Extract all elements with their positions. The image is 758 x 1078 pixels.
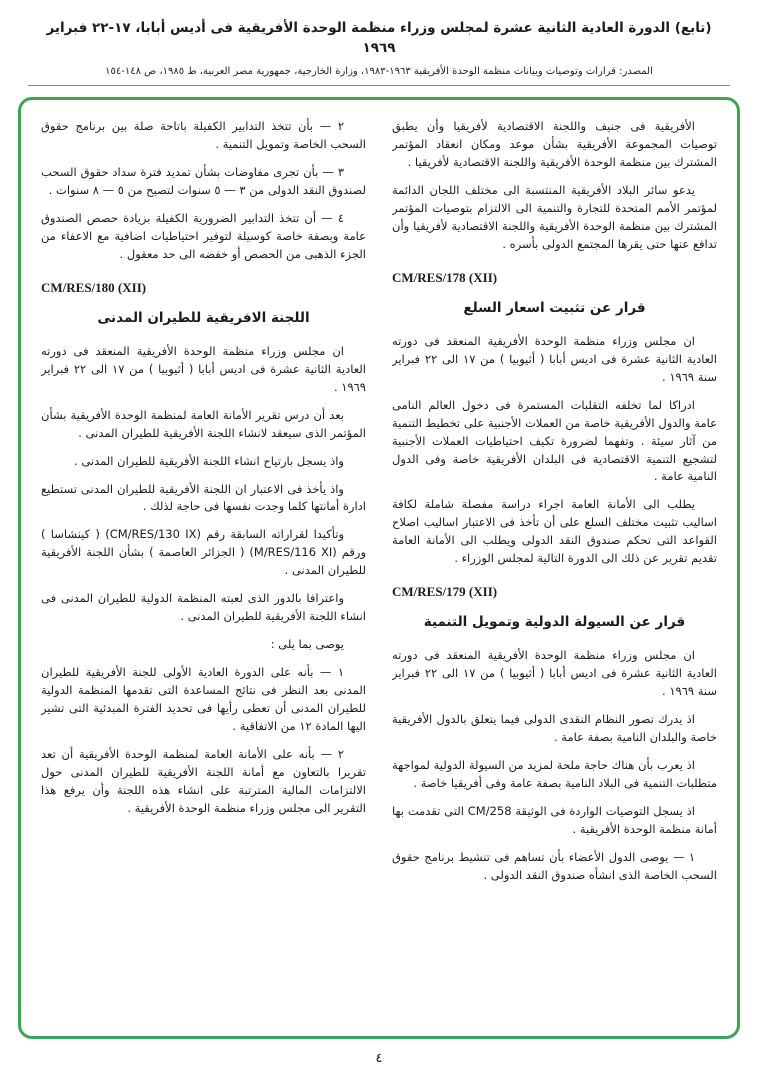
paragraph: واذ يأخذ فى الاعتبار ان اللجنة الأفريقية للطيران المدنى تستطيع ادارة أمانتها كلما وجدت نفسها فى حاجة لذلك . (41, 481, 366, 514)
paragraph: اذ يعرب بأن هناك حاجة ملحة لمزيد من السيولة الدولية لمواجهة متطلبات التنمية فى البلاد النامية بصفة عامة وفى أفريقيا خاصة . (392, 758, 717, 791)
resolution-title: قرار عن السيولة الدولية وتمويل التنمية (423, 614, 686, 631)
paragraph: ٢ — بأنه على الأمانة العامة لمنظمة الوحدة الأفريقية أن تعد تقريرا بالتعاون مع أمانة اللجنة الأفريقية للطيران المدنى حول الالتزامات المالية المترتبة على انشاء هذه اللجنة وأن يرفع هذا التقرير الى مجلس وزراء منظمة الوحدة الأفريقية . (41, 746, 366, 815)
paragraph: وتأكيدا لقراراته السابقة رقم (CM/RES/130 IX) ( كينشاسا ) ورقم (M/RES/116 XI) ( الجزائر العاصمة ) بشأن اللجنة الأفريقية للطيران المدنى . (41, 527, 366, 578)
paragraph: ٤ — أن تتخذ التدابير الضرورية الكفيلة بزيادة حصص الصندوق عامة وبصفة خاصة كوسيلة لتوفير احتياطيات اضافية مع الاعفاء من الجزء الذهبى من الحصص أو خفضه الى حد معقول . (41, 210, 366, 261)
paragraph: ان مجلس وزراء منظمة الوحدة الأفريقية المنعقد فى دورته العادية الثانية عشرة فى اديس أبابا ( أثيوبيا ) من ١٧ الى ٢٢ فبراير سنة ١٩٦٩ . (392, 333, 717, 384)
paragraph: ادراكا لما تخلفه التقلبات المستمرة فى دخول العالم النامى عامة والدول الأفريقية خاصة من العملات الأجنبية على تخطيط التنمية من آثار سيئة . وتفهما لضرورة تكيف احتياطيات العملات الأجنبية لتشجيع التنمية الاقتصادية فى البلدان الأفريقية خاصة وفى الدول النامية عامة . (392, 397, 717, 484)
paragraph: يطلب الى الأمانة العامة اجراء دراسة مفصلة شاملة لكافة اساليب تثبيت مختلف السلع على أن تأخذ فى الاعتبار اساليب اصلاح القواعد التى تحكم صندوق النقد الدولى ويطلب الى الأمانة العامة تقديم تقرير عن ذلك الى الدورة التالية لمجلس الوزراء . (392, 497, 717, 566)
resolution-title: اللجنة الافريقية للطيران المدنى (97, 309, 310, 326)
paragraph: يدعو سائر البلاد الأفريقية المنتسبة الى مختلف اللجان الدائمة لمؤتمر الأمم المتحدة للتجارة والتنمية الى الالتزام بتوصيات المؤتمر المشترك بين منظمة الوحدة الأفريقية واللجنة الاقتصادية لأفريقيا وأن تدافع عنها حتى يقرها المجتمع الدولى بأسره . (392, 182, 717, 251)
resolution-code: CM/RES/178 (XII) (392, 269, 498, 285)
paragraph: ٣ — بأن تجرى مفاوضات بشأن تمديد فترة سداد حقوق السحب لصندوق النقد الدولى من ٣ — ٥ سنوات لتصبح من ٥ — ٨ سنوات . (41, 164, 366, 197)
page-number: ٤ (375, 1051, 383, 1066)
paragraph: يوصى بما يلى : (270, 637, 344, 652)
paragraph: واذ يسجل بارتياح انشاء اللجنة الأفريقية للطيران المدنى . (74, 453, 344, 468)
paragraph: ان مجلس وزراء منظمة الوحدة الأفريقية المنعقد فى دورته العادية الثانية عشرة فى اديس أبابا ( أثيوبيا ) من ١٧ الى ٢٢ فبراير ١٩٦٩ . (41, 343, 366, 394)
content-frame (18, 97, 740, 1039)
resolution-title: قرار عن تثبيت اسعار السلع (463, 299, 646, 316)
paragraph: اذ يدرك تصور النظام النقدى الدولى فيما يتعلق بالدول الأفريقية خاصة والبلدان النامية بصفة عامة . (392, 712, 717, 745)
resolution-code: CM/RES/180 (XII) (41, 279, 147, 295)
paragraph: ٢ — بأن تتخذ التدابير الكفيلة باتاحة صلة بين برنامج حقوق السحب الخاصة وتمويل التنمية . (41, 119, 366, 151)
resolution-code: CM/RES/179 (XII) (392, 584, 498, 600)
header-source-line: المصدر: قرارات وتوصيات وبيانات منظمة الوحدة الأفريقية ١٩٦٣-١٩٨٣، وزارة الخارجية، جمهورية مصر العربية، ط ١٩٨٥، ص ١٤٨-١٥٤ (28, 66, 730, 86)
column-left (41, 118, 366, 1018)
column-right (392, 118, 717, 1018)
paragraph: واعترافا بالدور الذى لعبته المنظمة الدولية للطيران المدنى فى انشاء اللجنة الأفريقية للطيران المدنى . (41, 591, 366, 624)
document-header (28, 18, 730, 86)
paragraph: ١ — بأنه على الدورة العادية الأولى للجنة الأفريقية للطيران المدنى بعد النظر فى نتائج المساعدة التى تقدمها المنظمة الدولية للطيران المدنى أن تعطى رأيها فى تحديد الفترة المبدئية التى تشير اليها المادة ١٢ من الاتفاقية . (41, 665, 366, 733)
paragraph: بعد أن درس تقرير الأمانة العامة لمنظمة الوحدة الأفريقية بشأن المؤتمر الذى سيعقد لانشاء اللجنة الأفريقية للطيران المدنى . (41, 407, 366, 440)
paragraph: ١ — يوصى الدول الأعضاء بأن تساهم فى تنشيط برنامج حقوق السحب الخاصة الذى انشأه صندوق النقد الدولى . (392, 849, 717, 882)
header-title: (تابع) الدورة العادية الثانية عشرة لمجلس وزراء منظمة الوحدة الأفريقية فى أديس أبابا، ١٧-٢٢ فبراير ١٩٦٩ (46, 20, 712, 57)
two-column-layout (41, 118, 717, 1018)
paragraph: اذ يسجل التوصيات الواردة فى الوثيقة CM/258 التى تقدمت بها أمانة منظمة الوحدة الأفريقية . (392, 804, 717, 836)
paragraph: ان مجلس وزراء منظمة الوحدة الأفريقية المنعقد فى دورته العادية الثانية عشرة فى اديس أبابا ( أثيوبيا ) من ١٧ الى ٢٢ فبراير سنة ١٩٦٩ . (392, 648, 717, 699)
paragraph: الأفريقية فى جنيف واللجنة الاقتصادية لأفريقيا وأن يطبق توصيات المجموعة الأفريقية بشأن موعد ومكان انعقاد المؤتمر المشترك بين منظمة الوحدة الأفريقية واللجنة الاقتصادية لأفريقيا . (392, 119, 717, 169)
